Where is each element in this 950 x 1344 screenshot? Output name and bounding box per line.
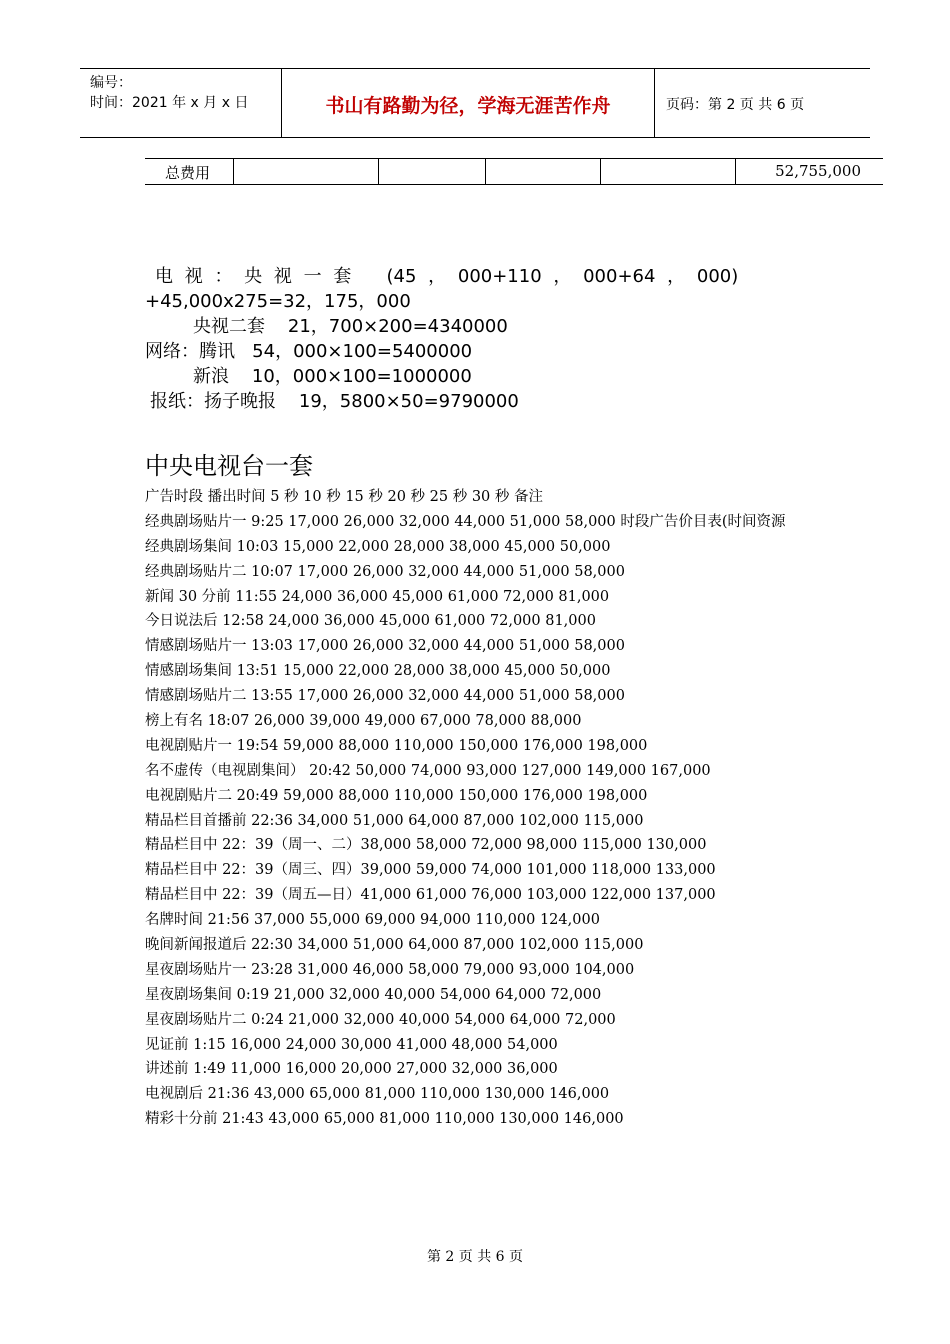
page-header: [80, 68, 870, 138]
price-list-row: 情感剧场贴片一 13:03 17,000 26,000 32,000 44,000 51,000 58,000: [145, 638, 625, 655]
calc-line-sina: 新浪 10，000×100=1000000: [193, 366, 472, 387]
header-divider: [654, 69, 655, 137]
price-list-row: 经典剧场贴片一 9:25 17,000 26,000 32,000 44,000 51,000 58,000 时段广告价目表(时间资源: [145, 513, 786, 530]
header-page-label: 页码：第 2 页 共 6 页: [666, 97, 805, 113]
price-list-header: 广告时段 播出时间 5 秒 10 秒 15 秒 20 秒 25 秒 30 秒 备注: [145, 489, 544, 505]
price-list-row: 经典剧场贴片二 10:07 17,000 26,000 32,000 44,000 51,000 58,000: [145, 563, 625, 580]
price-list-row: 见证前 1:15 16,000 24,000 30,000 41,000 48,000 54,000: [145, 1036, 558, 1053]
price-list-row: 精品栏目中 22：39（周一、二）38,000 58,000 72,000 98,000 115,000 130,000: [145, 837, 707, 854]
total-cost-label: 总费用: [165, 164, 211, 182]
price-list-row: 精品栏目首播前 22:36 34,000 51,000 64,000 87,000 102,000 115,000: [145, 812, 644, 829]
table-cell-divider: [485, 159, 486, 184]
number-label: 编号：: [90, 75, 132, 91]
price-list-row: 讲述前 1:49 11,000 16,000 20,000 27,000 32,000 36,000: [145, 1061, 558, 1078]
price-list: [145, 485, 786, 1132]
price-list-row: 星夜剧场贴片二 0:24 21,000 32,000 40,000 54,000 64,000 72,000: [145, 1011, 616, 1028]
price-list-row: 情感剧场贴片二 13:55 17,000 26,000 32,000 44,000 51,000 58,000: [145, 688, 625, 705]
total-cost-row: [145, 158, 883, 185]
calc-line-tv-cont: +45,000x275=32，175，000: [145, 291, 411, 312]
total-cost-value: 52,755,000: [775, 162, 861, 180]
price-list-row: 星夜剧场贴片一 23:28 31,000 46,000 58,000 79,000 93,000 104,000: [145, 961, 635, 978]
date-label: 时间：2021 年 x 月 x 日: [90, 95, 249, 111]
price-list-row: 电视剧后 21:36 43,000 65,000 81,000 110,000 130,000 146,000: [145, 1086, 610, 1103]
price-list-row: 电视剧贴片二 20:49 59,000 88,000 110,000 150,000 176,000 198,000: [145, 787, 648, 804]
price-list-row: 今日说法后 12:58 24,000 36,000 45,000 61,000 72,000 81,000: [145, 613, 596, 630]
table-cell-divider: [600, 159, 601, 184]
page-footer: 第 2 页 共 6 页: [426, 1249, 524, 1265]
calc-line-newspaper: 报纸：扬子晚报 19，5800×50=9790000: [150, 391, 519, 412]
price-list-row: 名牌时间 21:56 37,000 55,000 69,000 94,000 110,000 124,000: [145, 912, 600, 929]
price-list-row: 榜上有名 18:07 26,000 39,000 49,000 67,000 78,000 88,000: [145, 713, 582, 730]
price-list-row: 星夜剧场集间 0:19 21,000 32,000 40,000 54,000 64,000 72,000: [145, 986, 602, 1003]
header-meta: [90, 73, 248, 113]
price-list-row: 经典剧场集间 10:03 15,000 22,000 28,000 38,000 45,000 50,000: [145, 538, 611, 555]
price-list-row: 新闻 30 分前 11:55 24,000 36,000 45,000 61,000 72,000 81,000: [145, 588, 610, 605]
price-list-row: 晚间新闻报道后 22:30 34,000 51,000 64,000 87,000 102,000 115,000: [145, 937, 644, 954]
price-list-row: 名不虚传（电视剧集间） 20:42 50,000 74,000 93,000 127,000 149,000 167,000: [145, 762, 711, 779]
price-list-row: 情感剧场集间 13:51 15,000 22,000 28,000 38,000 45,000 50,000: [145, 663, 611, 680]
price-list-row: 精品栏目中 22：39（周五—日）41,000 61,000 76,000 103,000 122,000 137,000: [145, 887, 716, 904]
price-list-row: 精品栏目中 22：39（周三、四）39,000 59,000 74,000 101,000 118,000 133,000: [145, 862, 716, 879]
table-cell-divider: [233, 159, 234, 184]
price-list-row: 电视剧贴片一 19:54 59,000 88,000 110,000 150,000 176,000 198,000: [145, 737, 648, 754]
section-title: 中央电视台一套: [145, 452, 313, 480]
price-list-row: 精彩十分前 21:43 43,000 65,000 81,000 110,000 130,000 146,000: [145, 1111, 624, 1128]
table-cell-divider: [378, 159, 379, 184]
calc-line-tencent: 网络：腾讯 54，000×100=5400000: [145, 341, 473, 362]
table-cell-divider: [735, 159, 736, 184]
calc-line-cctv2: 央视二套 21，700×200=4340000: [193, 316, 508, 337]
header-motto: 书山有路勤为径，学海无涯苦作舟: [325, 95, 611, 117]
calc-line-tv: 电 视 ： 央 视 一 套 (45 ， 000+110 ， 000+64 ， 000): [155, 266, 739, 287]
